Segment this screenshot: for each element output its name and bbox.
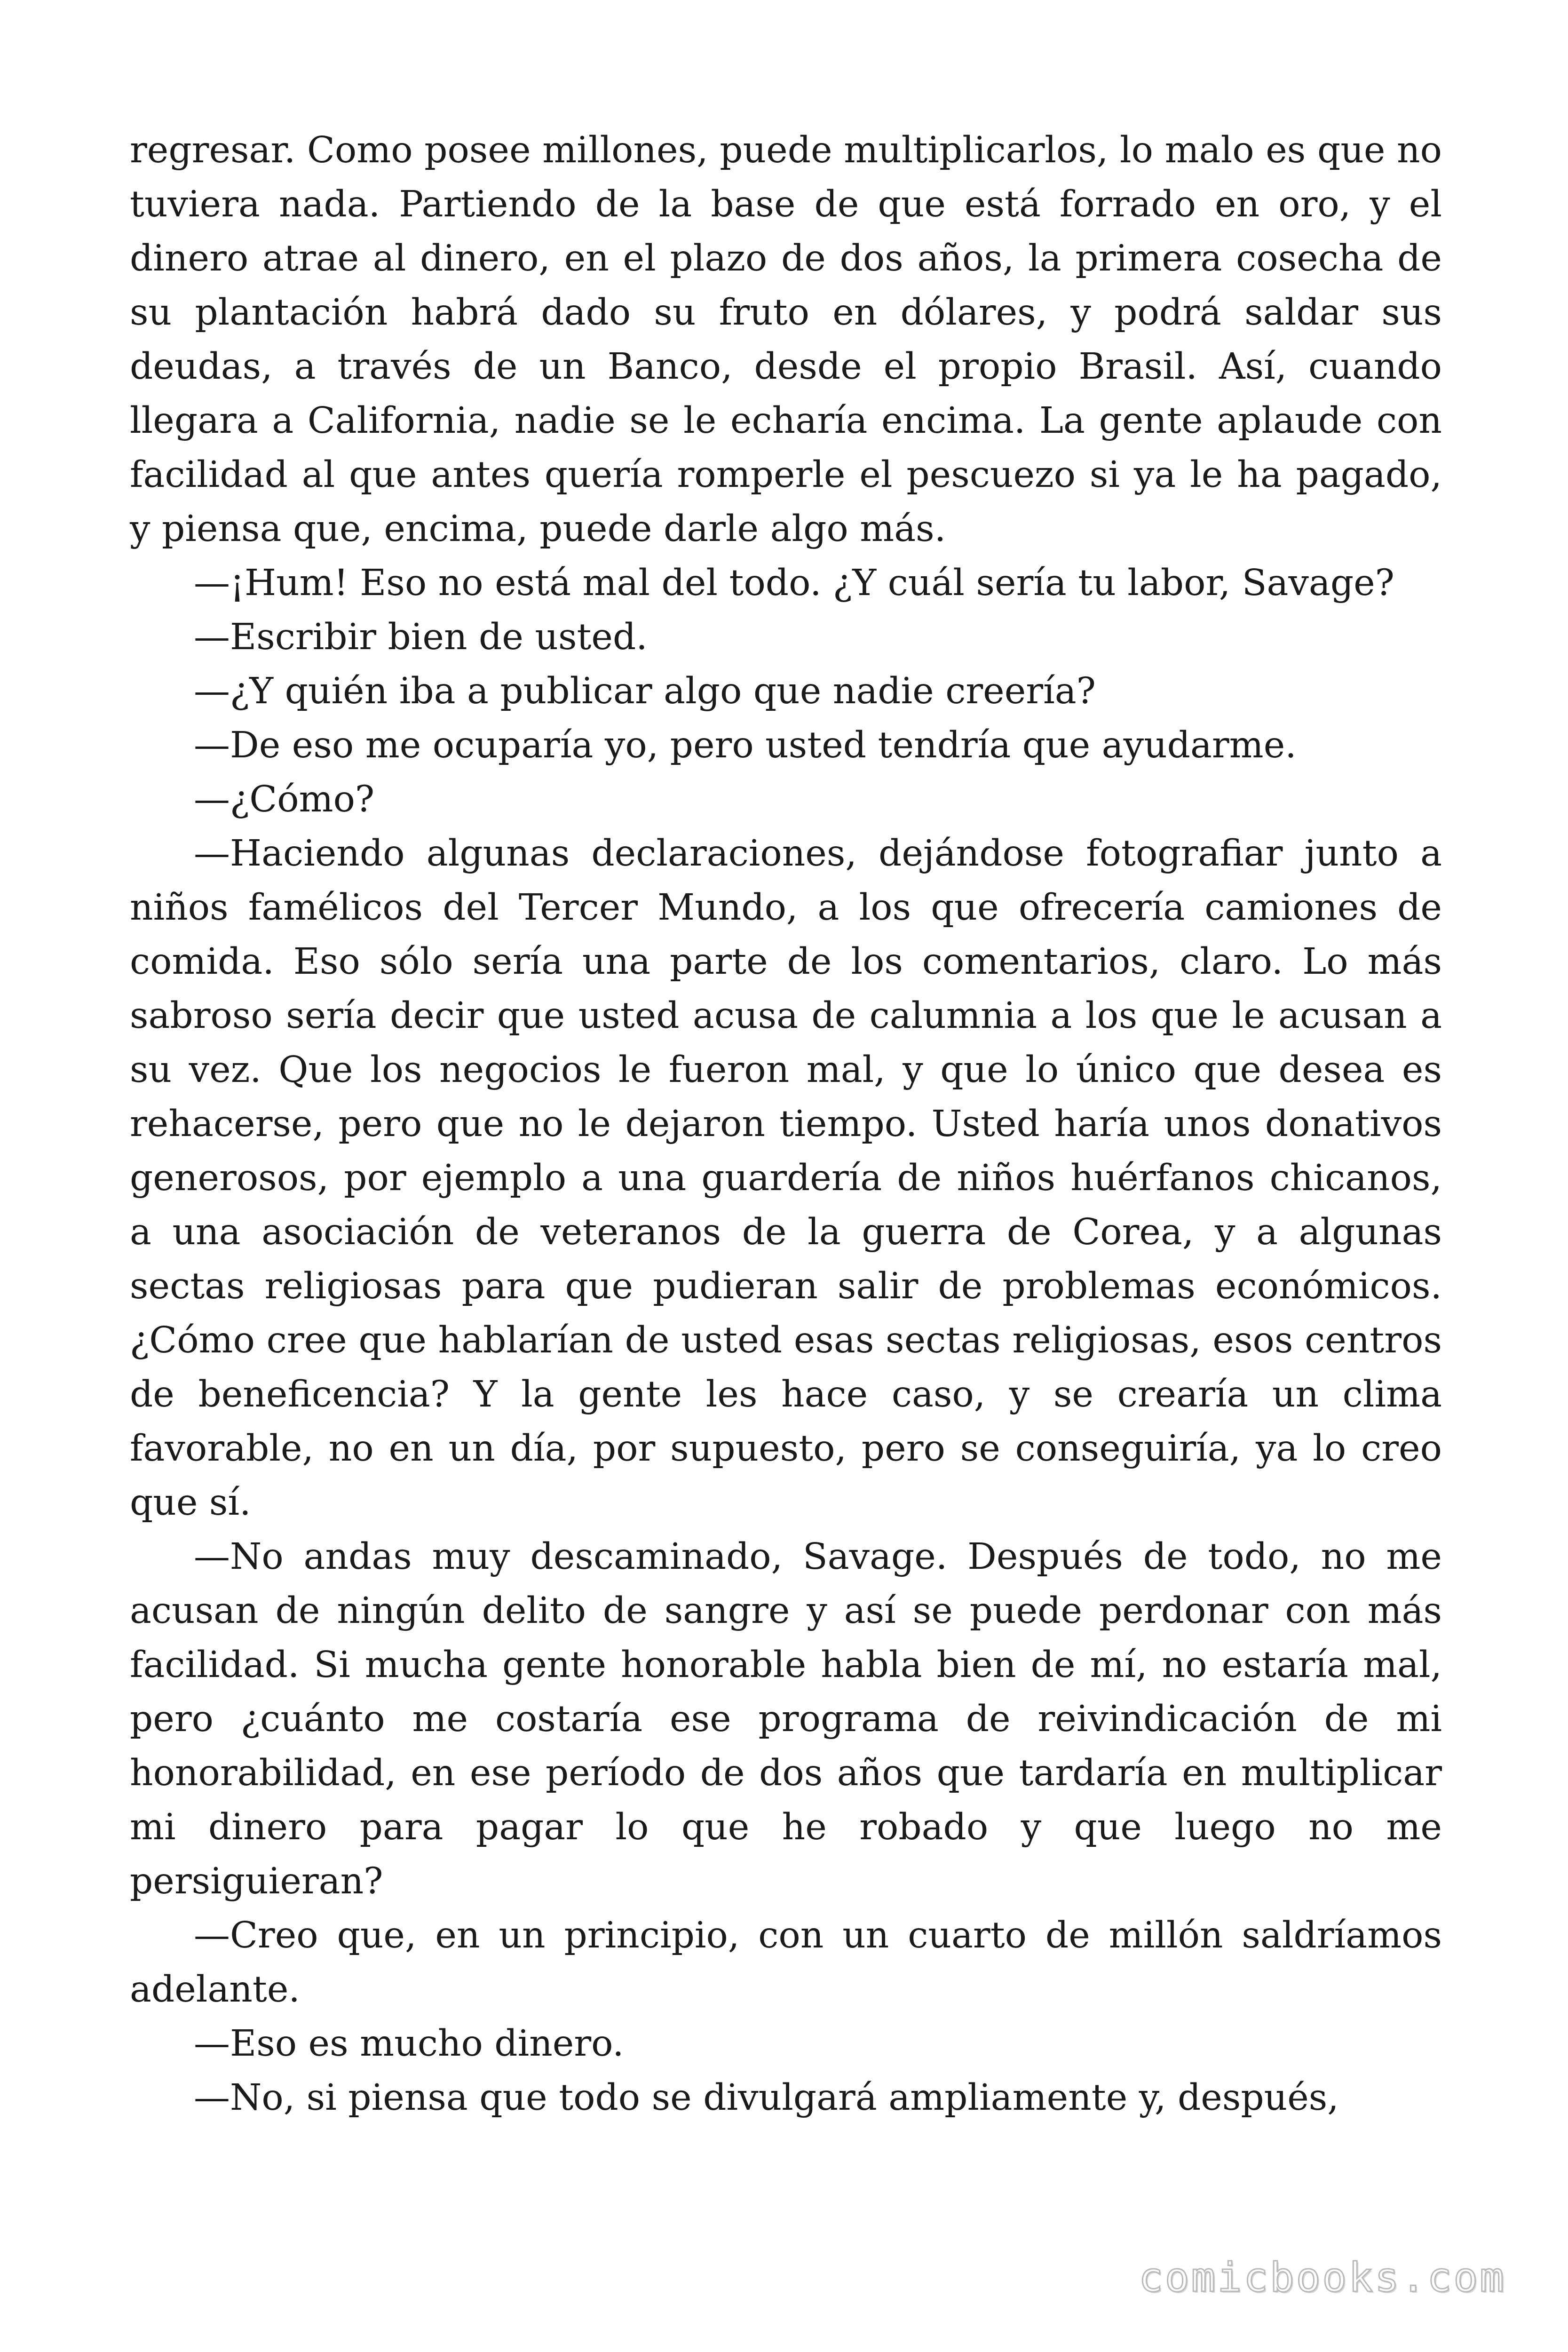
dialogue-paragraph: —No, si piensa que todo se divulgará ampliamente y, después, bbox=[194, 2077, 1339, 2119]
book-page-text bbox=[130, 123, 1442, 2125]
dialogue-paragraph: —¡Hum! Eso no está mal del todo. ¿Y cuál sería tu labor, Savage? bbox=[194, 562, 1394, 604]
dialogue-paragraph: —¿Cómo? bbox=[194, 779, 375, 820]
dialogue-paragraph: —Eso es mucho dinero. bbox=[194, 2023, 624, 2065]
paragraph: regresar. Como posee millones, puede multiplicarlos, lo malo es que no tuviera nada. Partiendo de la base de que está forrado en oro, y el dinero atrae al dinero, en el plazo de dos años, la primera cosecha de su plantación habrá dado su fruto en dólares, y podrá saldar sus deudas, a través de un Banco, desde el propio Brasil. Así, cuando llegara a California, nadie se le echaría encima. La gente aplaude con facilidad al que antes quería romperle el pescuezo si ya le ha pagado, y piensa que, encima, puede darle algo más. bbox=[130, 129, 1442, 550]
dialogue-paragraph: —No andas muy descaminado, Savage. Después de todo, no me acusan de ningún delito de sangre y así se puede perdonar con más facilidad. Si mucha gente honorable habla bien de mí, no estaría mal, pero ¿cuánto me costaría ese programa de reivindicación de mi honorabilidad, en ese período de dos años que tardaría en multiplicar mi dinero para pagar lo que he robado y que luego no me persiguieran? bbox=[130, 1536, 1442, 1902]
dialogue-paragraph: —Creo que, en un principio, con un cuarto de millón saldríamos adelante. bbox=[130, 1915, 1442, 2010]
dialogue-paragraph: —Escribir bien de usted. bbox=[194, 616, 648, 658]
dialogue-paragraph: —De eso me ocuparía yo, pero usted tendría que ayudarme. bbox=[194, 724, 1297, 766]
dialogue-paragraph: —Haciendo algunas declaraciones, dejándose fotografiar junto a niños famélicos del Tercer Mundo, a los que ofrecería camiones de comida. Eso sólo sería una parte de los comentarios, claro. Lo más sabroso sería decir que usted acusa de calumnia a los que le acusan a su vez. Que los negocios le fueron mal, y que lo único que desea es rehacerse, pero que no le dejaron tiempo. Usted haría unos donativos generosos, por ejemplo a una guardería de niños huérfanos chicanos, a una asociación de veteranos de la guerra de Corea, y a algunas sectas religiosas para que pudieran salir de problemas económicos. ¿Cómo cree que hablarían de usted esas sectas religiosas, esos centros de beneficencia? Y la gente les hace caso, y se crearía un clima favorable, no en un día, por supuesto, pero se conseguiría, ya lo creo que sí. bbox=[130, 833, 1442, 1524]
watermark: comicbooks.com bbox=[1139, 2254, 1506, 2301]
dialogue-paragraph: —¿Y quién iba a publicar algo que nadie creería? bbox=[194, 670, 1096, 712]
